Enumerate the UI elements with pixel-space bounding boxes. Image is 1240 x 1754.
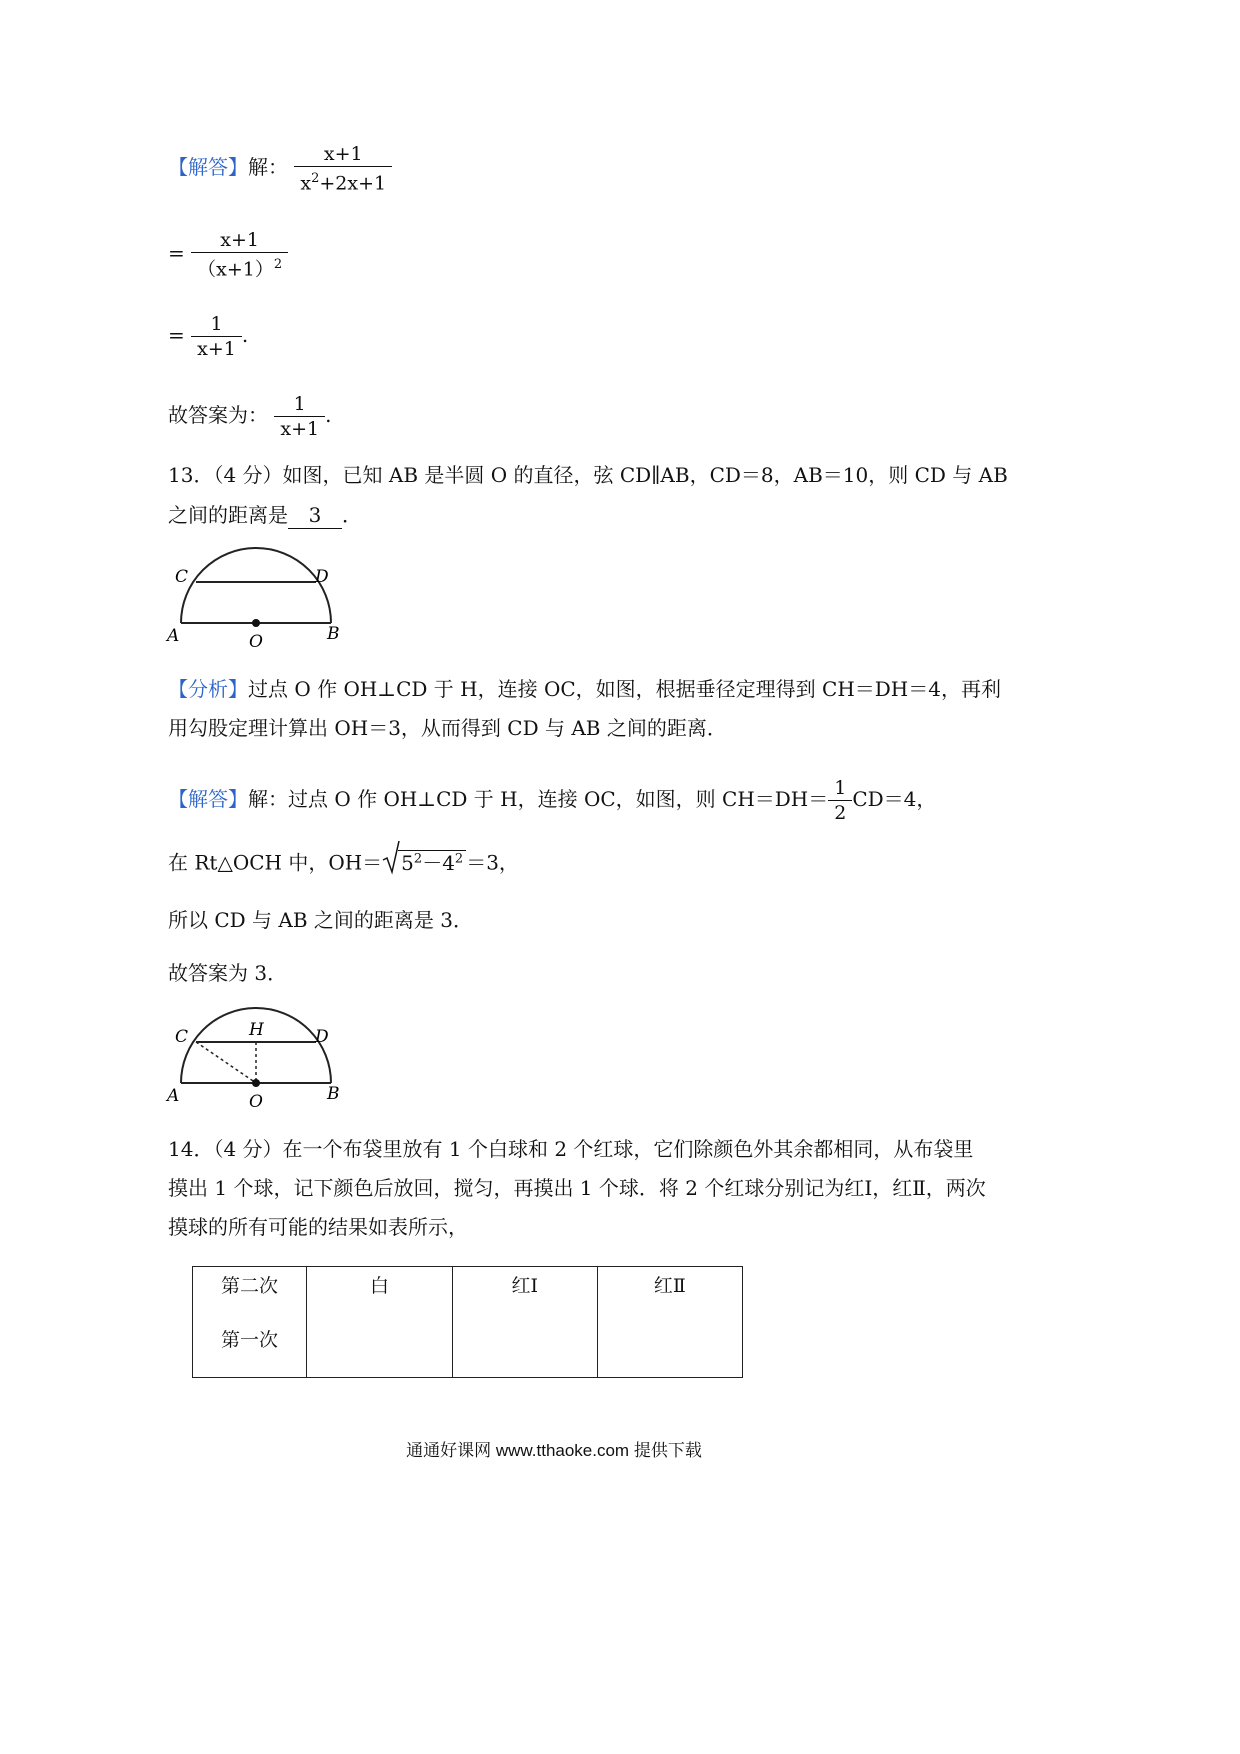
q14-question-line1: 14．（4 分）在一个布袋里放有 1 个白球和 2 个红球，它们除颜色外其余都相同，从布袋里 xyxy=(168,1137,974,1161)
label-H: H xyxy=(249,1020,264,1040)
q13-question-line2: 之间的距离是 3 ． xyxy=(168,503,362,527)
fraction-original xyxy=(294,142,392,195)
table-corner-cell xyxy=(193,1267,307,1378)
label-C: C xyxy=(175,567,189,587)
fraction-denominator: x+1 xyxy=(280,418,320,440)
table-header-cell: 白 xyxy=(307,1267,452,1378)
q13-answer-line1: 【解答】解：过点 O 作 OH⊥CD 于 H，连接 OC，如图，则 CH＝DH＝ $\frac{1}{2}$ CD＝4， xyxy=(168,777,937,824)
jie-label: 解： xyxy=(248,155,288,180)
semicircle-figure-with-h xyxy=(165,1005,355,1115)
fraction-numerator: x+1 xyxy=(294,142,392,167)
conclusion-label: 故答案为： xyxy=(168,403,268,427)
equals-sign: = xyxy=(168,241,185,266)
label-O: O xyxy=(249,1092,263,1112)
semicircle-figure xyxy=(165,545,355,655)
fraction-denominator: $x^2+2x+1$ xyxy=(300,171,387,195)
label-D: D xyxy=(315,567,329,587)
q13-analysis-line1: 【分析】过点 O 作 OH⊥CD 于 H，连接 OC，如图，根据垂径定理得到 CH＝DH＝4，再利 xyxy=(168,677,1001,701)
corner-top-label: 第二次 xyxy=(221,1275,279,1297)
fraction-factored xyxy=(191,228,288,281)
table-header-cell: 红Ⅱ xyxy=(597,1267,742,1378)
fraction-denominator: x+1 xyxy=(197,338,236,360)
outcome-table xyxy=(192,1266,743,1378)
page-footer: 通通好课网 www.tthaoke.com 提供下载 xyxy=(406,1441,702,1460)
period: . xyxy=(241,323,249,347)
fraction-denominator: $(x+1)^2$ xyxy=(197,257,283,281)
q12-step3 xyxy=(168,312,248,361)
q13-answer-line3: 所以 CD 与 AB 之间的距离是 3． xyxy=(168,908,473,932)
q12-step2 xyxy=(168,228,288,281)
corner-bottom-label: 第一次 xyxy=(221,1329,279,1351)
q12-answer-line1 xyxy=(168,142,392,195)
answer-tag: 【解答】 xyxy=(168,155,248,180)
q13-question-line1: 13．（4 分）如图，已知 AB 是半圆 O 的直径，弦 CD∥AB，CD＝8，AB＝10，则 CD 与 AB xyxy=(168,463,1008,487)
label-D: D xyxy=(315,1027,329,1047)
label-A: A xyxy=(167,626,180,646)
fraction-numerator: 1 xyxy=(191,312,242,337)
label-B: B xyxy=(327,1084,340,1104)
fraction-numerator: x+1 xyxy=(191,228,288,253)
answer-blank: 3 xyxy=(288,502,342,529)
q13-analysis-line2: 用勾股定理计算出 OH＝3，从而得到 CD 与 AB 之间的距离． xyxy=(168,716,727,740)
q12-conclusion xyxy=(168,392,331,441)
q14-question-line2: 摸出 1 个球，记下颜色后放回，搅匀，再摸出 1 个球．将 2 个红球分别记为红Ⅰ，红Ⅱ，两次 xyxy=(168,1176,986,1200)
fraction-answer xyxy=(274,392,325,441)
analysis-tag: 【分析】 xyxy=(168,677,248,701)
equals-sign: = xyxy=(168,323,185,347)
label-C: C xyxy=(175,1027,189,1047)
sqrt-expression: $5^2-4^2$ xyxy=(382,846,466,876)
fraction-simplified xyxy=(191,312,242,361)
fraction-numerator: 1 xyxy=(274,392,325,417)
fraction-half: $\frac{1}{2}$ xyxy=(828,776,852,825)
label-O: O xyxy=(249,632,263,652)
period: . xyxy=(325,403,332,427)
answer-tag: 【解答】 xyxy=(168,787,248,811)
table-header-cell: 红Ⅰ xyxy=(452,1267,597,1378)
q13-answer-line2: 在 Rt△OCH 中，OH＝ $5^2-4^2 =3$， xyxy=(168,846,519,876)
label-B: B xyxy=(327,624,340,644)
q14-question-line3: 摸球的所有可能的结果如表所示， xyxy=(168,1215,468,1239)
q13-answer-line4: 故答案为 3． xyxy=(168,961,288,985)
label-A: A xyxy=(167,1086,180,1106)
